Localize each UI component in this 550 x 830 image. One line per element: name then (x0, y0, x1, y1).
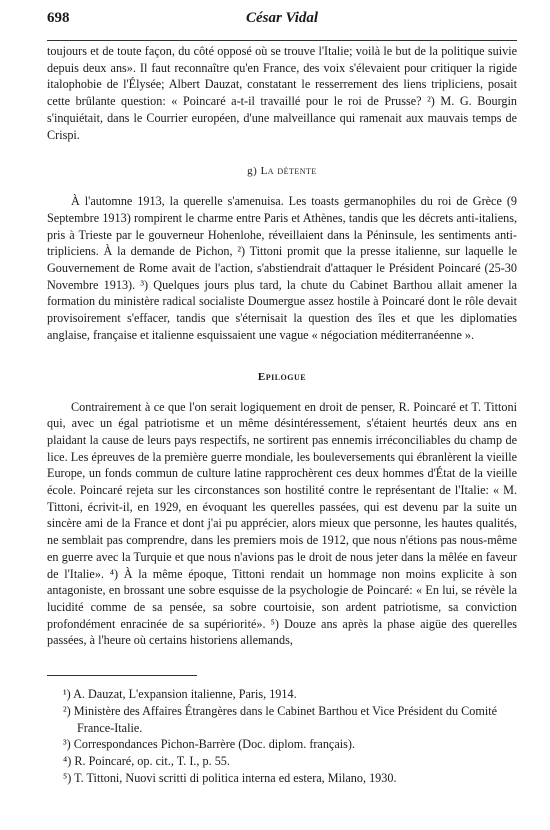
epilogue-paragraph: Contrairement à ce que l'on serait logiquement en droit de penser, R. Poincaré et T. Tittoni qui, avec un égal patriotisme et un même désintéressement, s'étaient heurtés deux ans en plaidant la cause de leurs pays respectifs, ne sortirent pas ennemis irréconciliables du champ de lice. Les épreuves de la première guerre mondiale, les bouleversements qui ébranlèrent la vieille Europe, un fonds commun de culture latine rapprochèrent ces deux hommes d'État de la vieille école. Poincaré rejeta sur les circonstances son hostilité contre le représentant de l'Italie: « M. Tittoni, écrivit-il, en 1929, en évoquant les querelles passées, qui est devenu par la suite un sincère ami de la France et dont j'ai pu apprécier, alors mieux que personne, les hautes qualités, ne semblait pas comprendre, dans les premiers mois de 1912, que nous n'étions pas nous-même en guerre avec la Turquie et que nous n'avions pas le droit de nous jeter dans la mêlée en faveur de l'Italie». ⁴) À la même époque, Tittoni rendait un hommage non moins explicite à son antagoniste, en brossant une sobre esquisse de la psychologie de Poincaré: « En lui, se révèle la lucidité comme de sa pensée, sa sobre courtoisie, son ardent patriotisme, sa conviction profondément enracinée de sa supériorité». ⁵) Douze ans après la phase aigüe des querelles passées, à l'heure où certains historiens allemands, (47, 399, 517, 648)
running-head: César Vidal (245, 10, 319, 26)
footnote-1: ¹) A. Dauzat, L'expansion italienne, Paris, 1914. (63, 687, 297, 702)
footnote-2: ²) Ministère des Affaires Étrangères dans le Cabinet Barthou et Vice Président du Comité France-Italie. (63, 703, 497, 735)
footnote-3: ³) Correspondances Pichon-Barrère (Doc. diplom. français). (63, 737, 355, 752)
detente-paragraph: À l'automne 1913, la querelle s'amenuisa. Les toasts germanophiles du roi de Grèce (9 Septembre 1913) rompirent le charme entre Paris et Athènes, tandis que les décrets anti-italiens, pris à Trieste par le gouverneur Hohenlohe, réveillaient dans la Péninsule, les sentiments anti-tripliciens. À la demande de Pichon, ²) Tittoni promit que la presse italienne, sur laquelle le Gouvernement de Rome avait de l'action, s'abstiendrait d'attaquer le Président Poincaré (25-30 Novembre 1913). ³) Quelques jours plus tard, la chute du Cabinet Barthou allait amener la formation du ministère radical socialiste Doumergue assez hostile à Poincaré dont le rôle devait provisoirement s'effacer, tandis que s'éternisait la question des îles et que les diplomaties anglaise, française et italienne esquissaient une vague « négociation méditerranéenne ». (47, 194, 517, 342)
section-label: g) (247, 165, 258, 178)
section-heading-detente (47, 165, 517, 177)
section-title: La détente (260, 165, 317, 178)
footnote-rule (47, 675, 197, 676)
epilogue-heading: Epilogue (257, 370, 307, 383)
header-rule (47, 40, 517, 41)
page-header (47, 10, 517, 36)
footnote-4: ⁴) R. Poincaré, op. cit., T. I., p. 55. (63, 753, 230, 768)
footnote-5: ⁵) T. Tittoni, Nuovi scritti di politica interna ed estera, Milano, 1930. (63, 770, 397, 785)
page-number: 698 (47, 10, 70, 26)
book-page (47, 10, 517, 786)
continuation-paragraph: toujours et de toute façon, du côté opposé où se trouve l'Italie; voilà le but de la politique suivie depuis deux ans». Il faut reconnaître qu'en France, des voix s'élevaient pour critiquer la rigide italophobie de l'Élysée; Albert Dauzat, constatant le resserrement des liens tripliciens, posait cette brûlante question: « Poincaré a-t-il travaillé pour le roi de Prusse? ²) M. G. Bourgin s'inquiétait, dans le Courrier européen, d'une malveillance qui ramenait aux mauvais temps de Crispi. (47, 44, 517, 142)
footnotes (47, 686, 517, 786)
